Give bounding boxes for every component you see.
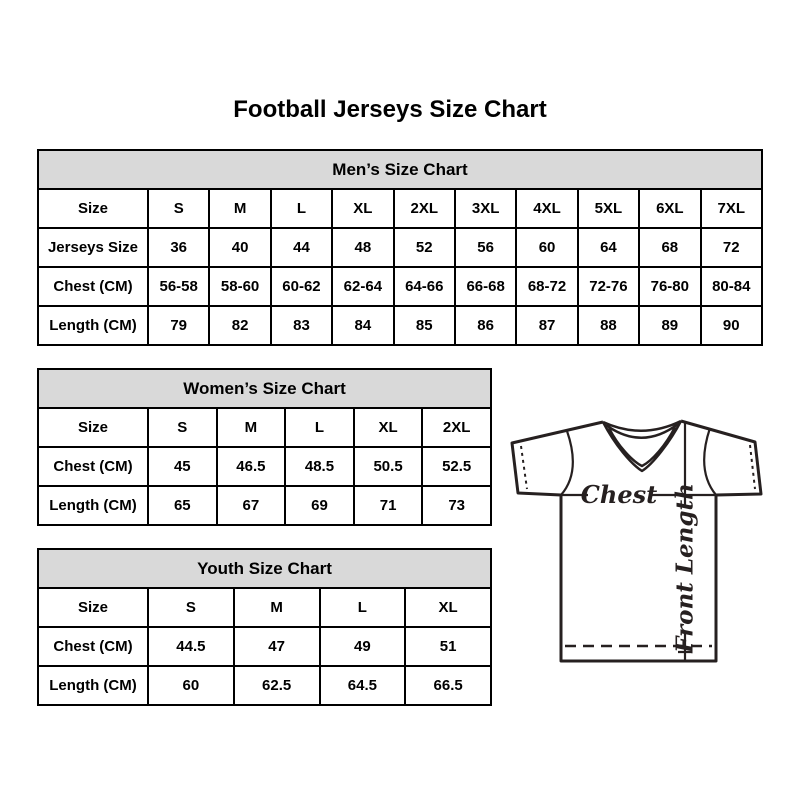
value-cell: XL [332,189,393,228]
value-cell: 44 [271,228,332,267]
chest-label: Chest [580,480,658,509]
value-cell: 48.5 [285,447,354,486]
value-cell: 6XL [639,189,700,228]
men-table-title: Men’s Size Chart [38,150,762,189]
value-cell: 76-80 [639,267,700,306]
value-cell: 56-58 [148,267,209,306]
value-cell: 60 [148,666,234,705]
value-cell: 45 [148,447,217,486]
value-cell: 86 [455,306,516,345]
row-label-cell: Length (CM) [38,306,148,345]
table-row [38,189,762,228]
value-cell: 67 [217,486,286,525]
value-cell: 46.5 [217,447,286,486]
table-row [38,666,491,705]
table-row [38,306,762,345]
table-row [38,588,491,627]
value-cell: 82 [209,306,270,345]
row-label-cell: Size [38,588,148,627]
value-cell: 80-84 [701,267,762,306]
value-cell: 68-72 [516,267,577,306]
value-cell: L [271,189,332,228]
row-label-cell: Length (CM) [38,486,148,525]
value-cell: 44.5 [148,627,234,666]
youth-size-table [37,548,492,706]
table-row [38,267,762,306]
table-row [38,228,762,267]
jersey-measurement-diagram [504,415,764,665]
value-cell: 72 [701,228,762,267]
women-table-title: Women’s Size Chart [38,369,491,408]
row-label-cell: Size [38,189,148,228]
table-row [38,627,491,666]
value-cell: 84 [332,306,393,345]
value-cell: 2XL [422,408,491,447]
value-cell: 62-64 [332,267,393,306]
value-cell: 7XL [701,189,762,228]
row-label-cell: Chest (CM) [38,627,148,666]
value-cell: 5XL [578,189,639,228]
table-row [38,447,491,486]
value-cell: 64 [578,228,639,267]
value-cell: L [320,588,406,627]
value-cell: M [234,588,320,627]
value-cell: S [148,408,217,447]
value-cell: 56 [455,228,516,267]
value-cell: 60-62 [271,267,332,306]
value-cell: 36 [148,228,209,267]
value-cell: S [148,189,209,228]
value-cell: L [285,408,354,447]
value-cell: 71 [354,486,423,525]
value-cell: 69 [285,486,354,525]
value-cell: 87 [516,306,577,345]
value-cell: 4XL [516,189,577,228]
value-cell: 48 [332,228,393,267]
value-cell: 52 [394,228,455,267]
value-cell: 51 [405,627,491,666]
front-length-label: Front Length [671,483,699,653]
value-cell: 73 [422,486,491,525]
value-cell: S [148,588,234,627]
jersey-outline [512,421,761,661]
value-cell: 85 [394,306,455,345]
value-cell: 49 [320,627,406,666]
table-row [38,408,491,447]
value-cell: 72-76 [578,267,639,306]
value-cell: 64.5 [320,666,406,705]
table-header-row [38,369,491,408]
value-cell: XL [354,408,423,447]
value-cell: 79 [148,306,209,345]
mens-size-table [37,149,763,346]
womens-size-table [37,368,492,526]
value-cell: 3XL [455,189,516,228]
value-cell: 52.5 [422,447,491,486]
value-cell: 62.5 [234,666,320,705]
jersey-collar [603,421,681,471]
value-cell: 64-66 [394,267,455,306]
table-header-row [38,150,762,189]
row-label-cell: Chest (CM) [38,267,148,306]
value-cell: 2XL [394,189,455,228]
value-cell: 88 [578,306,639,345]
value-cell: 68 [639,228,700,267]
value-cell: 89 [639,306,700,345]
value-cell: 47 [234,627,320,666]
page-title: Football Jerseys Size Chart [233,96,547,123]
value-cell: 40 [209,228,270,267]
row-label-cell: Size [38,408,148,447]
row-label-cell: Chest (CM) [38,447,148,486]
value-cell: M [217,408,286,447]
value-cell: 66.5 [405,666,491,705]
row-label-cell: Length (CM) [38,666,148,705]
value-cell: 65 [148,486,217,525]
value-cell: 90 [701,306,762,345]
value-cell: M [209,189,270,228]
youth-table-title: Youth Size Chart [38,549,491,588]
row-label-cell: Jerseys Size [38,228,148,267]
value-cell: 58-60 [209,267,270,306]
value-cell: 50.5 [354,447,423,486]
value-cell: 60 [516,228,577,267]
value-cell: XL [405,588,491,627]
value-cell: 83 [271,306,332,345]
table-header-row [38,549,491,588]
value-cell: 66-68 [455,267,516,306]
table-row [38,486,491,525]
